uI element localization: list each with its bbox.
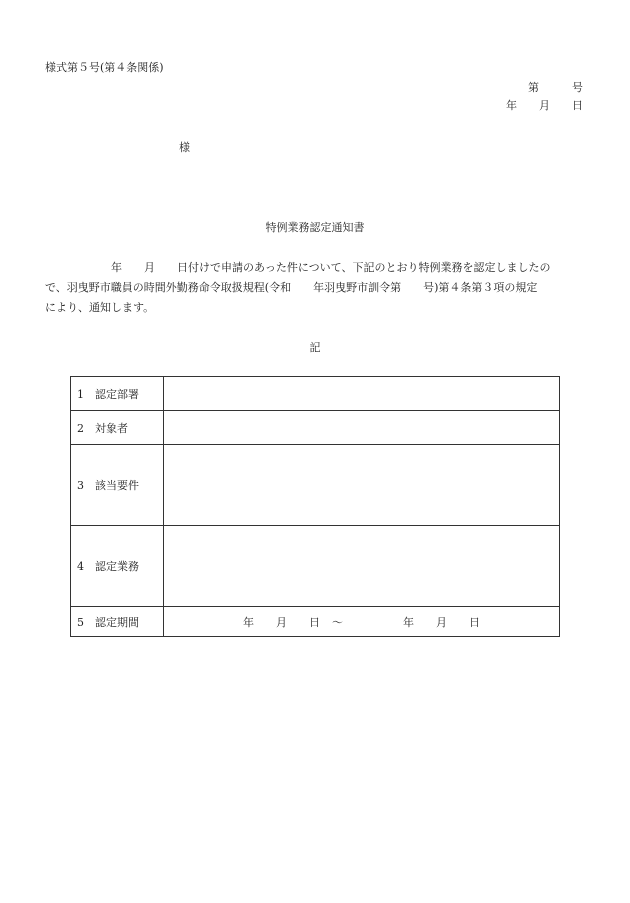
addressee-honorific: 様 xyxy=(179,141,190,154)
row-label-target-person: 2 対象者 xyxy=(71,411,164,445)
body-line: で、羽曳野市職員の時間外勤務命令取扱規程(令和 年羽曳野市訓令第 号)第４条第３項の規定 xyxy=(45,281,538,294)
certification-table xyxy=(70,376,560,637)
row-label-requirements: 3 該当要件 xyxy=(71,445,164,526)
department-value-cell xyxy=(164,377,560,411)
doc-number-label: 第 号 xyxy=(528,81,583,94)
certified-work-value-cell xyxy=(164,526,560,607)
target-person-value-cell xyxy=(164,411,560,445)
row-label-department: 1 認定部署 xyxy=(71,377,164,411)
table-row xyxy=(71,526,560,607)
body-line: により、通知します。 xyxy=(45,301,155,314)
period-range xyxy=(164,614,559,630)
period-start-date: 年 月 日 xyxy=(243,615,320,629)
period-end-date: 年 月 日 xyxy=(403,615,480,629)
table-row xyxy=(71,445,560,526)
ki-heading: 記 xyxy=(309,341,321,354)
table-row xyxy=(71,607,560,637)
period-value-cell xyxy=(164,607,560,637)
body-paragraph xyxy=(45,258,585,318)
row-label-period: 5 認定期間 xyxy=(71,607,164,637)
form-number: 様式第５号(第４条関係) xyxy=(45,61,164,74)
issue-date-label: 年 月 日 xyxy=(506,99,583,112)
document-title: 特例業務認定通知書 xyxy=(265,221,365,234)
body-line: 年 月 日付けで申請のあった件について、下記のとおり特例業務を認定しましたの xyxy=(45,261,551,274)
requirements-value-cell xyxy=(164,445,560,526)
period-separator: ～ xyxy=(332,615,343,629)
table-row xyxy=(71,411,560,445)
table-row xyxy=(71,377,560,411)
row-label-certified-work: 4 認定業務 xyxy=(71,526,164,607)
